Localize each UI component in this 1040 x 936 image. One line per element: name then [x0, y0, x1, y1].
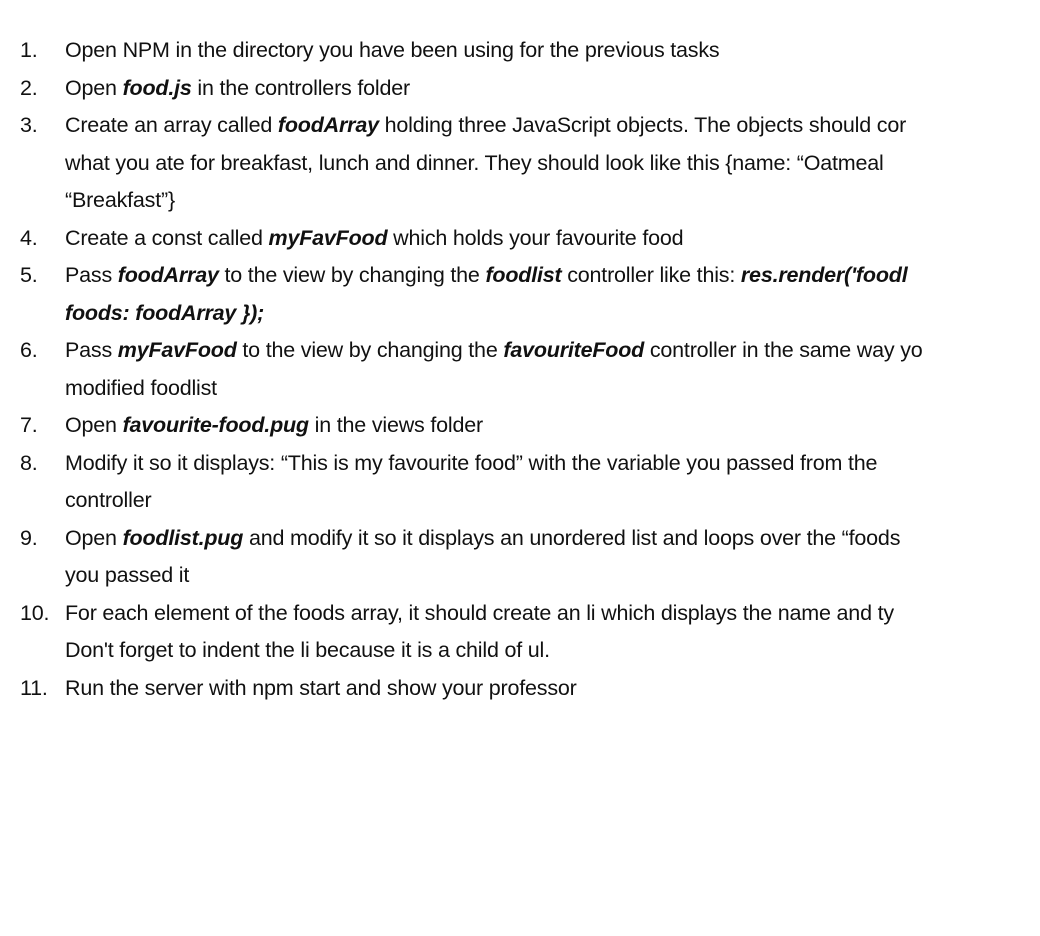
- text-segment: Open: [65, 75, 123, 100]
- list-item-line: [65, 520, 1040, 558]
- code-term: foodArray: [277, 113, 379, 137]
- code-term: myFavFood: [268, 225, 388, 250]
- list-item: [0, 257, 1040, 332]
- instruction-list: [0, 32, 1040, 707]
- text-segment: Open: [65, 525, 123, 550]
- list-item-line: [65, 407, 1040, 445]
- list-item: [0, 445, 1040, 520]
- list-item: [0, 520, 1040, 595]
- list-item: [0, 595, 1040, 670]
- code-term: res.render('foodl: [740, 263, 908, 287]
- list-item-line: [65, 632, 1040, 670]
- code-term: foodArray: [117, 263, 219, 287]
- text-segment: controller: [65, 488, 152, 512]
- text-segment: to the view by changing the: [236, 338, 504, 362]
- text-segment: Create a const called: [65, 225, 269, 250]
- list-item-number: 11.: [20, 675, 48, 700]
- list-item-number: 10.: [20, 600, 50, 625]
- list-item-line: [65, 107, 1040, 145]
- list-item-number: 6.: [20, 338, 38, 362]
- code-term: foods: foodArray });: [65, 300, 265, 325]
- list-item-number: 1.: [20, 38, 38, 62]
- list-item-number: 9.: [20, 525, 38, 550]
- list-item-line: [65, 557, 1040, 595]
- list-item-line: [65, 145, 1040, 183]
- text-segment: Create an array called: [65, 113, 278, 137]
- text-segment: controller in the same way yo: [644, 338, 923, 362]
- text-segment: For each element of the foods array, it should create an li which displays the name and ty: [65, 600, 894, 625]
- list-item: [0, 332, 1040, 407]
- list-item-line: [65, 670, 1040, 708]
- text-segment: Modify it so it displays: “This is my favourite food” with the variable you passed from the: [65, 450, 878, 475]
- list-item-line: [65, 182, 1040, 220]
- code-term: foodlist.pug: [122, 525, 244, 550]
- list-item-line: [65, 482, 1040, 520]
- list-item-number: 2.: [20, 75, 38, 100]
- list-item-number: 3.: [20, 113, 38, 137]
- list-item: [0, 670, 1040, 708]
- code-term: foodlist: [485, 263, 562, 287]
- list-item-line: [65, 70, 1040, 108]
- text-segment: you passed it: [65, 563, 190, 587]
- code-term: myFavFood: [117, 338, 237, 362]
- list-item-line: [65, 370, 1040, 408]
- list-item-number: 4.: [20, 225, 38, 250]
- text-segment: Run the server with npm start and show your professor: [65, 675, 577, 700]
- list-item-line: [65, 220, 1040, 258]
- list-item: [0, 32, 1040, 70]
- text-segment: in the controllers folder: [191, 75, 410, 100]
- text-segment: controller like this:: [561, 263, 741, 287]
- list-item-line: [65, 295, 1040, 333]
- text-segment: “Breakfast”}: [65, 188, 175, 212]
- text-segment: Pass: [65, 263, 118, 287]
- list-item: [0, 220, 1040, 258]
- text-segment: and modify it so it displays an unordered list and loops over the “foods: [243, 525, 901, 550]
- code-term: food.js: [122, 75, 192, 100]
- code-term: favourite-food.pug: [122, 413, 309, 437]
- list-item-line: [65, 32, 1040, 70]
- list-item-line: [65, 445, 1040, 483]
- text-segment: which holds your favourite food: [387, 225, 684, 250]
- list-item: [0, 407, 1040, 445]
- list-item: [0, 107, 1040, 220]
- document-page: [0, 32, 1040, 912]
- code-term: favouriteFood: [503, 338, 645, 362]
- text-segment: to the view by changing the: [218, 263, 486, 287]
- text-segment: Don't forget to indent the li because it is a child of ul.: [65, 638, 550, 662]
- list-item-line: [65, 332, 1040, 370]
- text-segment: Open: [65, 413, 123, 437]
- list-item-line: [65, 595, 1040, 633]
- text-segment: holding three JavaScript objects. The objects should cor: [378, 113, 907, 137]
- list-item-number: 8.: [20, 450, 38, 475]
- text-segment: Pass: [65, 338, 118, 362]
- list-item-line: [65, 257, 1040, 295]
- text-segment: Open NPM in the directory you have been using for the previous tasks: [65, 38, 720, 62]
- text-segment: modified foodlist: [65, 375, 217, 400]
- text-segment: in the views folder: [308, 413, 483, 437]
- list-item-number: 7.: [20, 413, 38, 437]
- text-segment: what you ate for breakfast, lunch and dinner. They should look like this {name: “Oatmeal: [65, 150, 884, 175]
- list-item-number: 5.: [20, 263, 38, 287]
- list-item: [0, 70, 1040, 108]
